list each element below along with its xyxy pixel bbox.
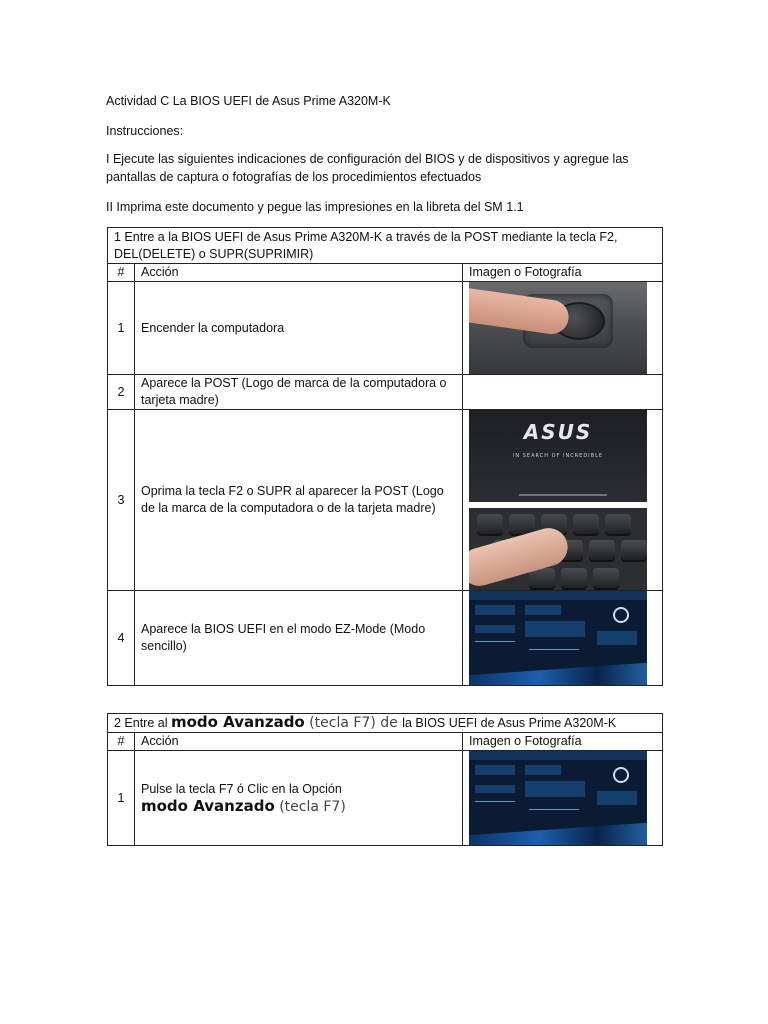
row-action: Encender la computadora bbox=[135, 282, 463, 375]
table2-heading-pre: 2 Entre al bbox=[114, 716, 171, 730]
activity-table-1 bbox=[107, 227, 663, 686]
table-row bbox=[108, 375, 663, 410]
table1-heading: 1 Entre a la BIOS UEFI de Asus Prime A320M-K a través de la POST mediante la tecla F2, DEL(DELETE) o SUPR(SUPRIMIR) bbox=[108, 228, 663, 264]
table1-header-image: Imagen o Fotografía bbox=[463, 264, 663, 282]
row-number: 2 bbox=[108, 375, 135, 410]
row-action-text: Pulse la tecla F7 ó Clic en la Opción bbox=[141, 781, 342, 796]
table2-heading-bold: modo Avanzado bbox=[170, 713, 305, 731]
asus-tagline: IN SEARCH OF INCREDIBLE bbox=[512, 453, 604, 459]
table2-heading-mid: (tecla F7) de bbox=[304, 715, 403, 731]
row-number: 1 bbox=[108, 751, 135, 846]
row-image-cell bbox=[463, 591, 663, 686]
document-title: Actividad C La BIOS UEFI de Asus Prime A320M-K bbox=[106, 94, 391, 108]
row-image-cell bbox=[463, 375, 663, 410]
asus-logo: ASUS bbox=[523, 420, 593, 444]
instruction-paragraph-1: I Ejecute las siguientes indicaciones de configuración del BIOS y de dispositivos y agregue las pantallas de captura o fotografías de los procedimientos efectuados bbox=[106, 152, 629, 184]
instruction-paragraph-2: II Imprima este documento y pegue las impresiones en la libreta del SM 1.1 bbox=[106, 200, 524, 214]
row-action bbox=[135, 751, 463, 846]
table-row bbox=[108, 410, 663, 591]
row-number: 4 bbox=[108, 591, 135, 686]
table-row bbox=[108, 591, 663, 686]
row-image-cell bbox=[463, 410, 663, 591]
table2-header-num: # bbox=[108, 733, 135, 751]
keyboard-photo bbox=[469, 508, 647, 590]
table2-heading-post: la BIOS UEFI de Asus Prime A320M-K bbox=[402, 716, 617, 730]
bios-advanced-mode-screenshot bbox=[469, 751, 647, 845]
row-number: 1 bbox=[108, 282, 135, 375]
row-action-bold: modo Avanzado bbox=[141, 796, 275, 815]
table1-header-num: # bbox=[108, 264, 135, 282]
table1-header-action: Acción bbox=[135, 264, 463, 282]
asus-post-photo bbox=[469, 410, 647, 502]
row-image-cell bbox=[463, 282, 663, 375]
instructions-label: Instrucciones: bbox=[106, 124, 184, 138]
row-action: Oprima la tecla F2 o SUPR al aparecer la POST (Logo de la marca de la computadora o de la tarjeta madre) bbox=[135, 410, 463, 591]
row-action-tail: (tecla F7) bbox=[274, 798, 346, 815]
row-image-cell bbox=[463, 751, 663, 846]
activity-table-2 bbox=[107, 713, 663, 846]
row-action: Aparece la POST (Logo de marca de la computadora o tarjeta madre) bbox=[135, 375, 463, 410]
table2-header-image: Imagen o Fotografía bbox=[463, 733, 663, 751]
bios-ez-mode-screenshot bbox=[469, 591, 647, 685]
table-row bbox=[108, 751, 663, 846]
table-row bbox=[108, 282, 663, 375]
row-number: 3 bbox=[108, 410, 135, 591]
power-button-photo bbox=[469, 282, 647, 374]
table2-header-action: Acción bbox=[135, 733, 463, 751]
table2-heading bbox=[108, 714, 663, 733]
row-action: Aparece la BIOS UEFI en el modo EZ-Mode (Modo sencillo) bbox=[135, 591, 463, 686]
